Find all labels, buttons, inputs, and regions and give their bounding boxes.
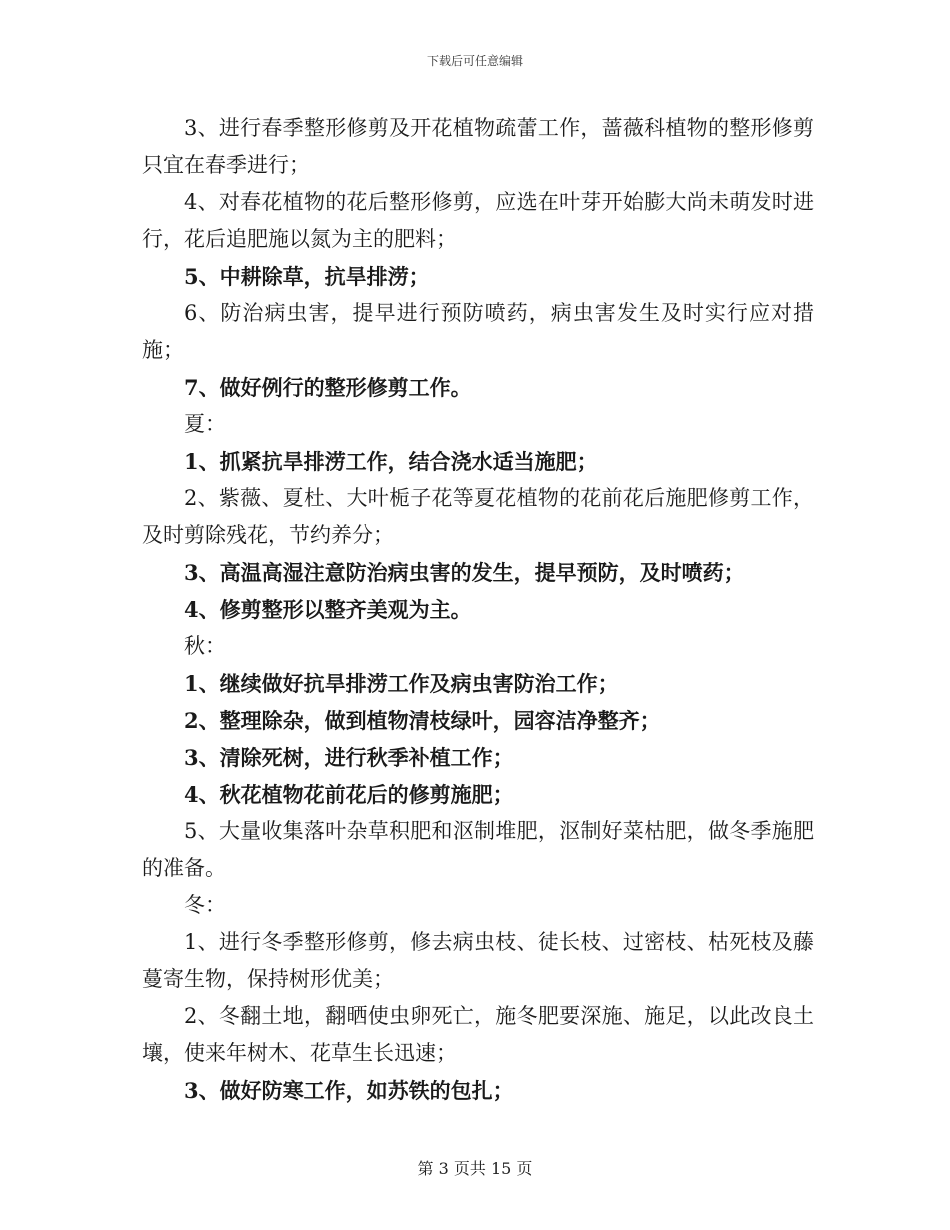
- page-footer: 第 3 页共 15 页: [417, 1159, 533, 1178]
- section-heading-winter: 冬：: [184, 893, 226, 917]
- document-body: [142, 110, 814, 1109]
- paragraph: 2、整理除杂，做到植物清枝绿叶，园容洁净整齐；: [184, 708, 661, 733]
- paragraph: 6、防治病虫害，提早进行预防喷药，病虫害发生及时实行应对措施；: [142, 301, 814, 362]
- paragraph: 3、做好防寒工作，如苏铁的包扎；: [184, 1078, 514, 1103]
- paragraph: 5、大量收集落叶杂草积肥和沤制堆肥，沤制好菜枯肥，做冬季施肥的准备。: [142, 819, 814, 880]
- paragraph: 3、高温高湿注意防治病虫害的发生，提早预防，及时喷药；: [184, 560, 745, 585]
- paragraph: 2、紫薇、夏杜、大叶栀子花等夏花植物的花前花后施肥修剪工作，及时剪除残花，节约养分；: [142, 486, 814, 547]
- paragraph: 1、进行冬季整形修剪，修去病虫枝、徒长枝、过密枝、枯死枝及藤蔓寄生物，保持树形优美；: [142, 930, 814, 991]
- paragraph: 1、抓紧抗旱排涝工作，结合浇水适当施肥；: [184, 449, 598, 474]
- paragraph: 7、做好例行的整形修剪工作。: [184, 375, 472, 400]
- paragraph: 1、继续做好抗旱排涝工作及病虫害防治工作；: [184, 671, 619, 696]
- paragraph: 2、冬翻土地，翻晒使虫卵死亡，施冬肥要深施、施足，以此改良土壤，使来年树木、花草生长迅速；: [142, 1004, 814, 1065]
- section-heading-autumn: 秋：: [184, 634, 226, 658]
- paragraph: 5、中耕除草，抗旱排涝；: [184, 264, 430, 289]
- paragraph: 4、秋花植物花前花后的修剪施肥；: [184, 782, 514, 807]
- paragraph: 4、修剪整形以整齐美观为主。: [184, 597, 472, 622]
- paragraph: 3、进行春季整形修剪及开花植物疏蕾工作，蔷薇科植物的整形修剪只宜在春季进行；: [142, 116, 814, 177]
- section-heading-summer: 夏：: [184, 412, 226, 436]
- paragraph: 3、清除死树，进行秋季补植工作；: [184, 745, 514, 770]
- paragraph: 4、对春花植物的花后整形修剪，应选在叶芽开始膨大尚未萌发时进行，花后追肥施以氮为主的肥料；: [142, 190, 814, 251]
- page-header: 下载后可任意编辑: [426, 54, 523, 68]
